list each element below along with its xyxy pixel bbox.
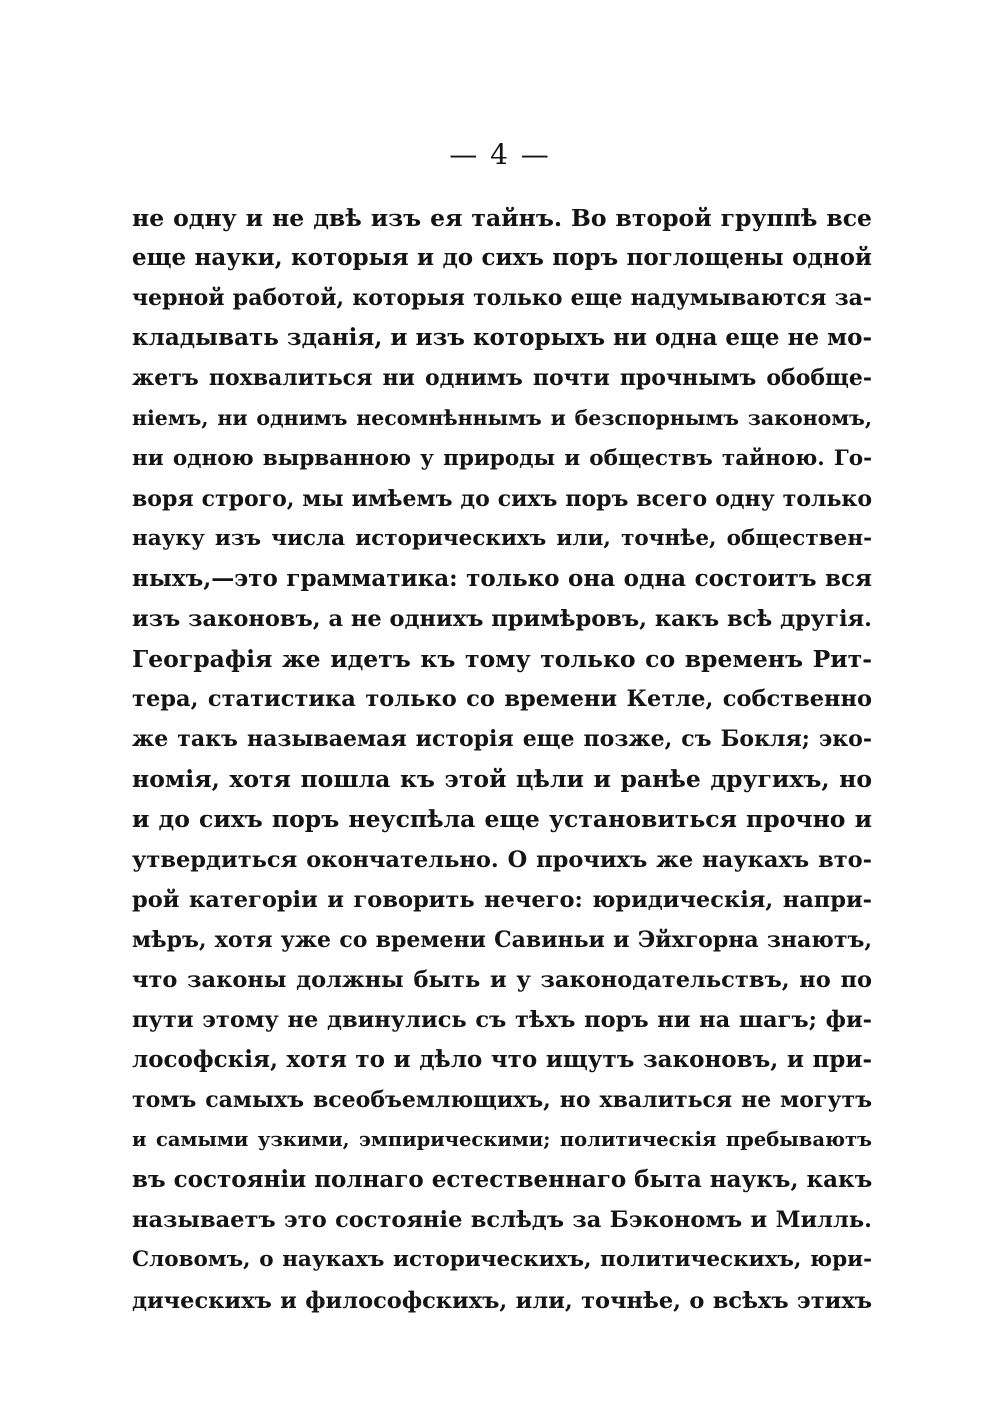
page-number: — 4 — <box>449 138 551 171</box>
text-line: лософскія, хотя то и дѣло что ищутъ законовъ, и при- <box>132 1045 872 1073</box>
text-line: науку изъ числа историческихъ или, точнѣе, обществен- <box>132 525 872 551</box>
text-line: дическихъ и философскихъ, или, точнѣе, о всѣхъ этихъ <box>132 1287 872 1314</box>
text-line: въ состояніи полнаго естественнаго быта наукъ, какъ <box>132 1166 873 1194</box>
body-text <box>132 198 872 1321</box>
text-line: что законы должны быть и у законодательствъ, но по <box>132 966 872 993</box>
text-line: тера, статистика только со времени Кетле, собственно <box>132 686 872 713</box>
text-line: рой категоріи и говорить нечего: юридическія, напри- <box>132 886 872 913</box>
text-line: пути этому не двинулись съ тѣхъ поръ ни на шагъ; фи- <box>132 1006 872 1033</box>
text-line: не одну и не двѣ изъ ея тайнъ. Во второй группѣ все <box>132 204 872 232</box>
text-line: ніемъ, ни однимъ несомнѣннымъ и безспорнымъ закономъ, <box>132 406 872 431</box>
text-line: томъ самыхъ всеобъемлющихъ, но хвалиться не могутъ <box>132 1087 872 1114</box>
text-line: и самыми узкими, эмпирическими; политическія пребываютъ <box>132 1128 872 1152</box>
text-line: воря строго, мы имѣемъ до сихъ поръ всего одну только <box>132 485 872 512</box>
text-line: называетъ это состояніе вслѣдъ за Бэкономъ и Милль. <box>132 1207 872 1234</box>
text-line: Словомъ, о наукахъ историческихъ, политическихъ, юри- <box>132 1247 872 1273</box>
text-line: жетъ похвалиться ни однимъ почти прочнымъ обобще- <box>132 365 872 392</box>
text-line: же такъ называемая исторія еще позже, съ Бокля; эко- <box>132 726 872 753</box>
text-line: еще науки, которыя и до сихъ поръ поглощены одной <box>132 244 872 272</box>
text-line: номія, хотя пошла къ этой цѣли и ранѣе другихъ, но <box>132 765 872 794</box>
text-line: мѣръ, хотя уже со времени Савиньи и Эйхгорна знаютъ, <box>132 926 872 953</box>
text-line: ни одною вырванною у природы и обществъ тайною. Го- <box>132 445 872 471</box>
text-line: изъ законовъ, а не однихъ примѣровъ, какъ всѣ другія. <box>132 605 872 632</box>
text-line: ныхъ,—это грамматика: только она одна состоитъ вся <box>132 564 872 592</box>
text-line: черной работой, которыя только еще надумываются за- <box>132 285 872 312</box>
text-line: утвердиться окончательно. О прочихъ же наукахъ вто- <box>132 846 872 873</box>
text-line: кладывать зданія, и изъ которыхъ ни одна еще не мо- <box>132 324 872 352</box>
text-line: и до сихъ поръ неуспѣла еще установиться прочно и <box>132 805 872 834</box>
text-line: Географія же идетъ къ тому только со временъ Рит- <box>132 645 872 674</box>
